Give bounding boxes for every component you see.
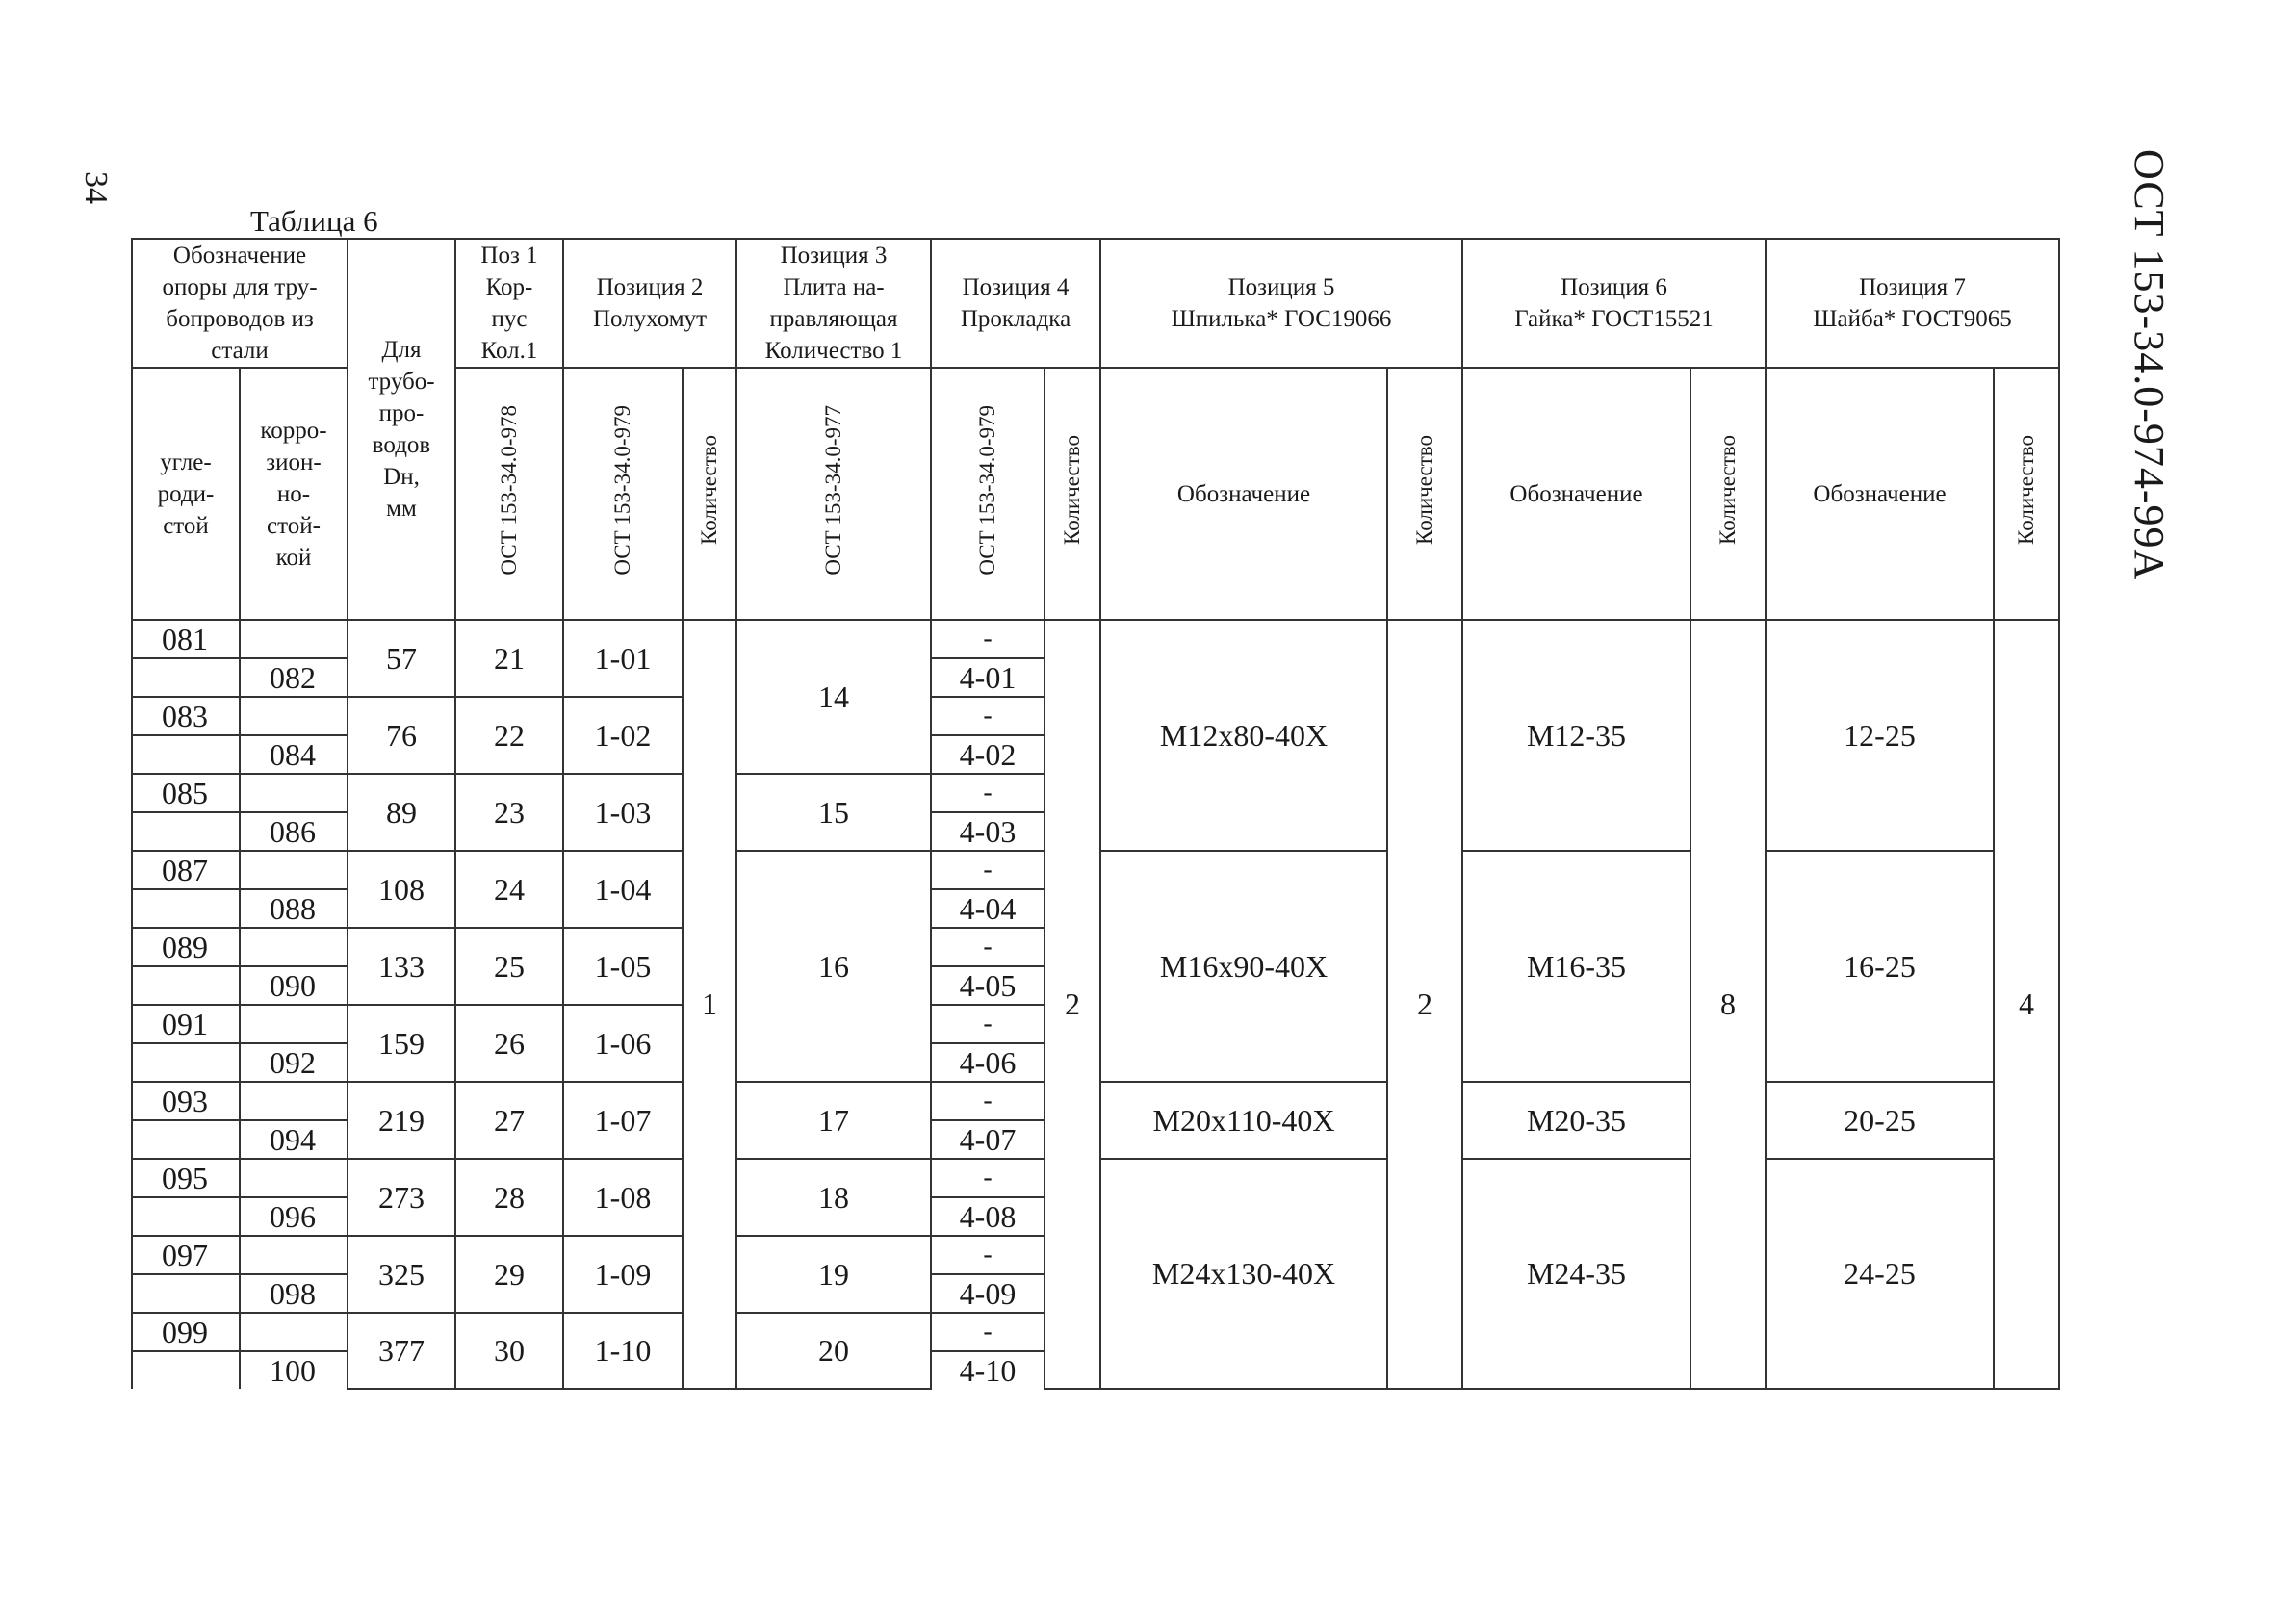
pos3-designation: 16: [736, 851, 931, 1082]
corrosion-steel-code: 086: [240, 812, 348, 851]
pipe-diameter: 57: [348, 620, 455, 697]
corrosion-steel-blank: [240, 697, 348, 735]
pos4-designation: 4-02: [931, 735, 1045, 774]
pos4-designation: -: [931, 620, 1045, 658]
corrosion-steel-code: 084: [240, 735, 348, 774]
carbon-steel-blank: [132, 966, 240, 1005]
corrosion-steel-blank: [240, 774, 348, 812]
pos3-designation: 20: [736, 1313, 931, 1389]
header-line: Позиция 4: [962, 274, 1070, 300]
header-line: Позиция 5: [1227, 274, 1335, 300]
carbon-steel-code: 089: [132, 928, 240, 966]
header-line: Прокладка: [960, 306, 1071, 332]
header-line: Гайка* ГОСТ15521: [1514, 306, 1714, 332]
header-line: Позиция 7: [1859, 274, 1966, 300]
header-line: Для: [381, 337, 422, 363]
carbon-steel-blank: [132, 1120, 240, 1159]
header-line: Dн,: [383, 464, 420, 490]
header-designation: [132, 239, 348, 368]
corrosion-steel-blank: [240, 928, 348, 966]
carbon-steel-code: 091: [132, 1005, 240, 1043]
document-code: ОСТ 153-34.0-974-99А: [2126, 149, 2173, 581]
pipe-diameter: 273: [348, 1159, 455, 1236]
corrosion-steel-code: 098: [240, 1274, 348, 1313]
header-pos4: [931, 239, 1100, 368]
header-pos1: [455, 239, 563, 368]
pos1-designation: 29: [455, 1236, 563, 1313]
pipe-diameter: 159: [348, 1005, 455, 1082]
corrosion-steel-code: 096: [240, 1197, 348, 1236]
pos3-designation: 14: [736, 620, 931, 774]
carbon-steel-code: 093: [132, 1082, 240, 1120]
header-qty-pos7: Количество: [1994, 368, 2059, 620]
pos3-designation: 15: [736, 774, 931, 851]
pos5-quantity: 2: [1387, 620, 1462, 1389]
pos3-designation: 18: [736, 1159, 931, 1236]
carbon-steel-blank: [132, 658, 240, 697]
header-line: стой-: [267, 512, 321, 539]
header-line: правляющая: [769, 306, 898, 332]
carbon-steel-blank: [132, 812, 240, 851]
header-line: опоры для тру-: [162, 274, 318, 300]
pos5-designation: М12х80-40Х: [1100, 620, 1387, 851]
pos2-designation: 1-02: [563, 697, 683, 774]
carbon-steel-code: 099: [132, 1313, 240, 1351]
carbon-steel-blank: [132, 1197, 240, 1236]
header-line: бопроводов из: [166, 306, 314, 332]
header-pos5: [1100, 239, 1462, 368]
pos2-designation: 1-07: [563, 1082, 683, 1159]
pos4-designation: 4-03: [931, 812, 1045, 851]
page-number: 34: [78, 171, 114, 204]
corrosion-steel-code: 094: [240, 1120, 348, 1159]
header-line: Кор-: [485, 274, 533, 300]
header-line: пус: [491, 306, 528, 332]
pos1-designation: 26: [455, 1005, 563, 1082]
pos1-designation: 28: [455, 1159, 563, 1236]
header-line: Позиция 2: [596, 274, 704, 300]
table-row: [132, 620, 2059, 658]
pos4-designation: -: [931, 697, 1045, 735]
corrosion-steel-code: 082: [240, 658, 348, 697]
pos2-quantity: 1: [683, 620, 736, 1389]
pos7-designation: 20-25: [1766, 1082, 1994, 1159]
header-line: стали: [211, 338, 269, 364]
pos6-designation: М16-35: [1462, 851, 1690, 1082]
header-pipe-diameter: [348, 239, 455, 620]
carbon-steel-blank: [132, 1274, 240, 1313]
pos1-designation: 25: [455, 928, 563, 1005]
header-line: трубо-: [368, 369, 435, 395]
pos6-quantity: 8: [1690, 620, 1766, 1389]
pos1-designation: 24: [455, 851, 563, 928]
header-line: водов: [372, 432, 431, 458]
header-line: угле-: [160, 449, 212, 475]
pos1-designation: 21: [455, 620, 563, 697]
pos2-designation: 1-10: [563, 1313, 683, 1389]
header-line: кой: [275, 544, 312, 571]
carbon-steel-code: 083: [132, 697, 240, 735]
header-qty-pos5: Количество: [1387, 368, 1462, 620]
carbon-steel-blank: [132, 889, 240, 928]
pos2-designation: 1-03: [563, 774, 683, 851]
header-line: Плита на-: [783, 274, 885, 300]
header-qty-pos4: Количество: [1045, 368, 1100, 620]
pos2-designation: 1-01: [563, 620, 683, 697]
pos1-designation: 27: [455, 1082, 563, 1159]
header-line: Позиция 6: [1561, 274, 1667, 300]
pos1-designation: 30: [455, 1313, 563, 1389]
pos4-designation: 4-05: [931, 966, 1045, 1005]
header-carbon-steel: [132, 368, 240, 620]
pos6-designation: М20-35: [1462, 1082, 1690, 1159]
pipe-diameter: 377: [348, 1313, 455, 1389]
header-line: Шпилька* ГОС19066: [1171, 306, 1392, 332]
header-line: зион-: [266, 449, 322, 475]
pipe-diameter: 325: [348, 1236, 455, 1313]
pipe-diameter: 89: [348, 774, 455, 851]
pos5-designation: М20х110-40Х: [1100, 1082, 1387, 1159]
header-line: Кол.1: [480, 338, 538, 364]
pos4-designation: 4-04: [931, 889, 1045, 928]
carbon-steel-blank: [132, 1043, 240, 1082]
pos2-designation: 1-08: [563, 1159, 683, 1236]
corrosion-steel-blank: [240, 1082, 348, 1120]
pipe-diameter: 76: [348, 697, 455, 774]
pos4-designation: 4-01: [931, 658, 1045, 697]
pos4-designation: -: [931, 928, 1045, 966]
header-pos2: [563, 239, 736, 368]
pos2-designation: 1-06: [563, 1005, 683, 1082]
carbon-steel-code: 085: [132, 774, 240, 812]
pos2-designation: 1-04: [563, 851, 683, 928]
pos4-designation: -: [931, 1005, 1045, 1043]
pos3-designation: 19: [736, 1236, 931, 1313]
header-ost-979-pos4: ОСТ 153-34.0-979: [931, 368, 1045, 620]
pipe-diameter: 219: [348, 1082, 455, 1159]
header-line: роди-: [157, 480, 215, 507]
pos4-designation: 4-09: [931, 1274, 1045, 1313]
corrosion-steel-blank: [240, 1313, 348, 1351]
pos4-designation: 4-10: [931, 1351, 1045, 1389]
pos4-designation: -: [931, 1236, 1045, 1274]
pos4-designation: 4-08: [931, 1197, 1045, 1236]
header-ost-979-pos2: ОСТ 153-34.0-979: [563, 368, 683, 620]
header-ost-978: ОСТ 153-34.0-978: [455, 368, 563, 620]
header-ost-977: ОСТ 153-34.0-977: [736, 368, 931, 620]
header-line: Полухомут: [592, 306, 708, 332]
corrosion-steel-blank: [240, 1159, 348, 1197]
header-oboz-pos7: Обозначение: [1766, 368, 1994, 620]
pos4-designation: 4-07: [931, 1120, 1045, 1159]
header-line: стой: [163, 512, 209, 539]
corrosion-steel-blank: [240, 1005, 348, 1043]
pos1-designation: 23: [455, 774, 563, 851]
pos7-designation: 16-25: [1766, 851, 1994, 1082]
pos4-designation: -: [931, 1159, 1045, 1197]
pos5-designation: М16х90-40Х: [1100, 851, 1387, 1082]
corrosion-steel-blank: [240, 851, 348, 889]
pos6-designation: М24-35: [1462, 1159, 1690, 1389]
pos4-designation: -: [931, 851, 1045, 889]
header-line: Обозначение: [172, 243, 307, 269]
header-pos6: [1462, 239, 1766, 368]
header-pos3: [736, 239, 931, 368]
pos6-designation: М12-35: [1462, 620, 1690, 851]
pos2-designation: 1-09: [563, 1236, 683, 1313]
pos4-designation: 4-06: [931, 1043, 1045, 1082]
header-qty-pos2: Количество: [683, 368, 736, 620]
header-line: Поз 1: [480, 243, 538, 269]
carbon-steel-blank: [132, 735, 240, 774]
carbon-steel-code: 097: [132, 1236, 240, 1274]
header-corrosion-steel: [240, 368, 348, 620]
pos7-designation: 12-25: [1766, 620, 1994, 851]
pos7-quantity: 4: [1994, 620, 2059, 1389]
pos4-designation: -: [931, 774, 1045, 812]
corrosion-steel-blank: [240, 1236, 348, 1274]
header-oboz-pos5: Обозначение: [1100, 368, 1387, 620]
header-line: Количество 1: [764, 338, 903, 364]
header-line: корро-: [260, 417, 327, 444]
pos7-designation: 24-25: [1766, 1159, 1994, 1389]
corrosion-steel-code: 090: [240, 966, 348, 1005]
pos2-designation: 1-05: [563, 928, 683, 1005]
header-line: мм: [386, 496, 417, 522]
corrosion-steel-code: 092: [240, 1043, 348, 1082]
header-line: Шайба* ГОСТ9065: [1813, 306, 2012, 332]
header-pos7: [1766, 239, 2059, 368]
header-line: но-: [276, 480, 311, 507]
pipe-diameter: 108: [348, 851, 455, 928]
header-line: про-: [378, 400, 425, 426]
header-line: Позиция 3: [780, 243, 888, 269]
carbon-steel-code: 095: [132, 1159, 240, 1197]
header-qty-pos6: Количество: [1690, 368, 1766, 620]
pipe-diameter: 133: [348, 928, 455, 1005]
pos4-quantity: 2: [1045, 620, 1100, 1389]
corrosion-steel-blank: [240, 620, 348, 658]
carbon-steel-code: 081: [132, 620, 240, 658]
spec-table: [131, 238, 2060, 1390]
header-oboz-pos6: Обозначение: [1462, 368, 1690, 620]
pos3-designation: 17: [736, 1082, 931, 1159]
pos4-designation: -: [931, 1082, 1045, 1120]
pos4-designation: -: [931, 1313, 1045, 1351]
pos5-designation: М24х130-40Х: [1100, 1159, 1387, 1389]
corrosion-steel-code: 100: [240, 1351, 348, 1389]
carbon-steel-blank: [132, 1351, 240, 1389]
carbon-steel-code: 087: [132, 851, 240, 889]
table-title: Таблица 6: [250, 204, 378, 238]
pos1-designation: 22: [455, 697, 563, 774]
corrosion-steel-code: 088: [240, 889, 348, 928]
